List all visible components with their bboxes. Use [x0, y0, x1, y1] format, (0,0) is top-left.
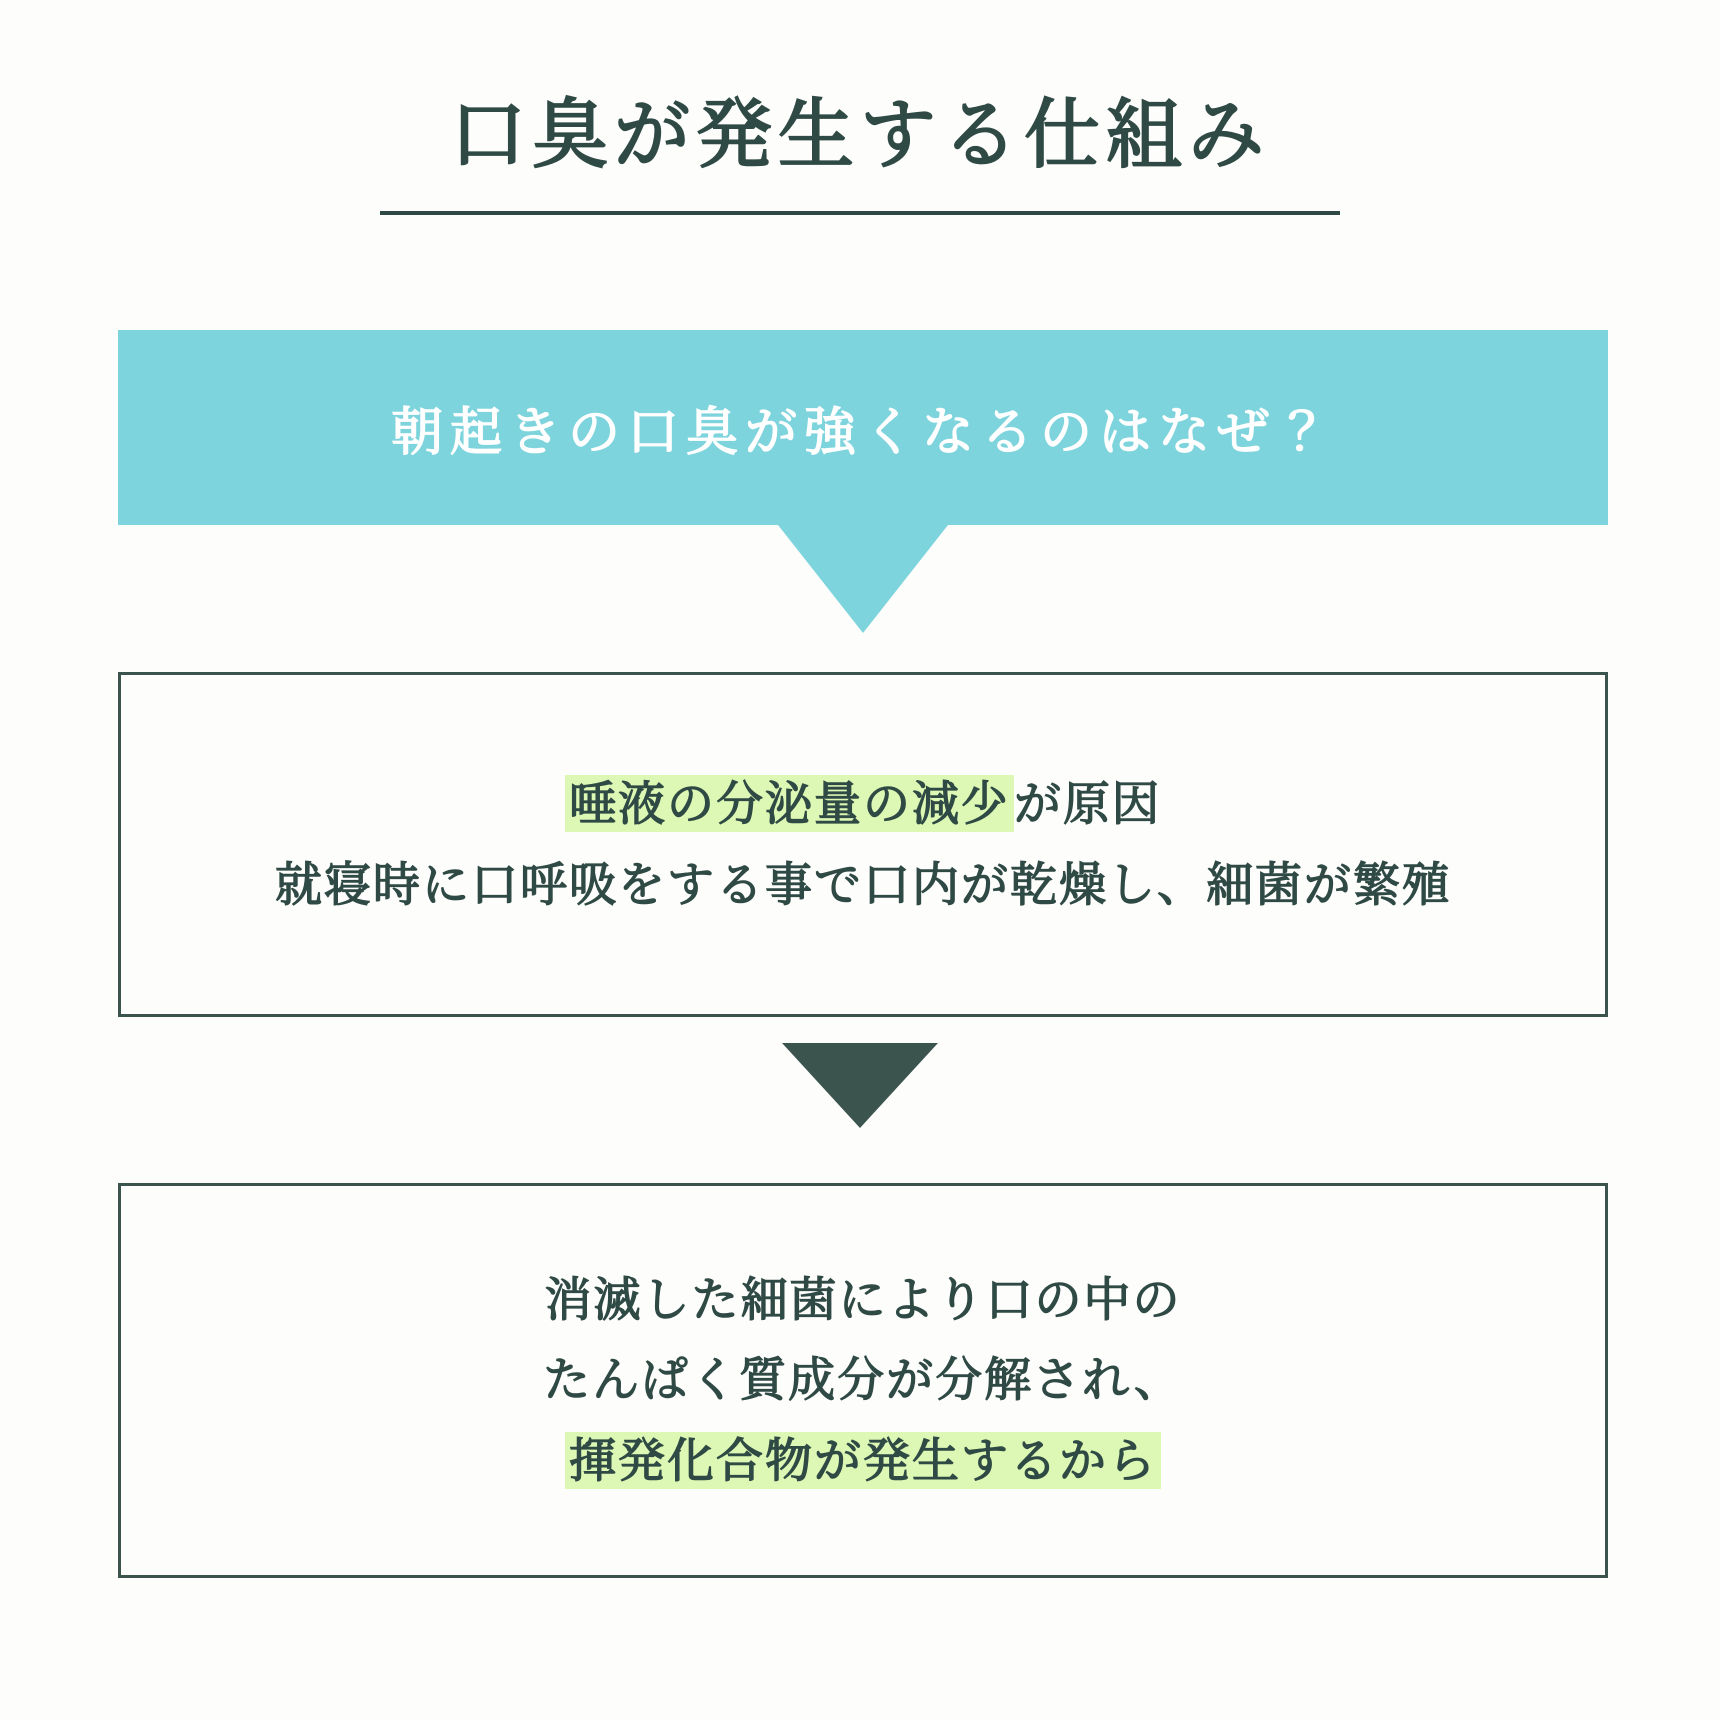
- question-banner-text: 朝起きの口臭が強くなるのはなぜ？: [390, 404, 1335, 462]
- cause-box: [118, 672, 1608, 1017]
- flow-down-arrow-icon: [782, 1043, 938, 1128]
- question-banner-wrapper: [118, 330, 1608, 633]
- banner-down-arrow-icon: [778, 525, 948, 633]
- result-box: [118, 1183, 1608, 1578]
- page-title-block: [0, 88, 1720, 215]
- result-line-2: たんぱく質成分が分解され、: [543, 1353, 1183, 1407]
- result-highlight-text: 揮発化合物が発生するから: [565, 1432, 1161, 1489]
- cause-line-1-rest: が原因: [1014, 777, 1161, 830]
- question-banner: [118, 330, 1608, 525]
- cause-line-1: [565, 769, 1161, 840]
- cause-line-2: 就寝時に口呼吸をする事で口内が乾燥し、細菌が繁殖: [275, 857, 1451, 911]
- result-line-1: 消滅した細菌により口の中の: [544, 1272, 1182, 1326]
- page-title: 口臭が発生する仕組み: [450, 93, 1270, 178]
- result-line-3: [565, 1426, 1161, 1497]
- cause-highlight-text: 唾液の分泌量の減少: [565, 775, 1014, 832]
- title-divider: [380, 211, 1340, 215]
